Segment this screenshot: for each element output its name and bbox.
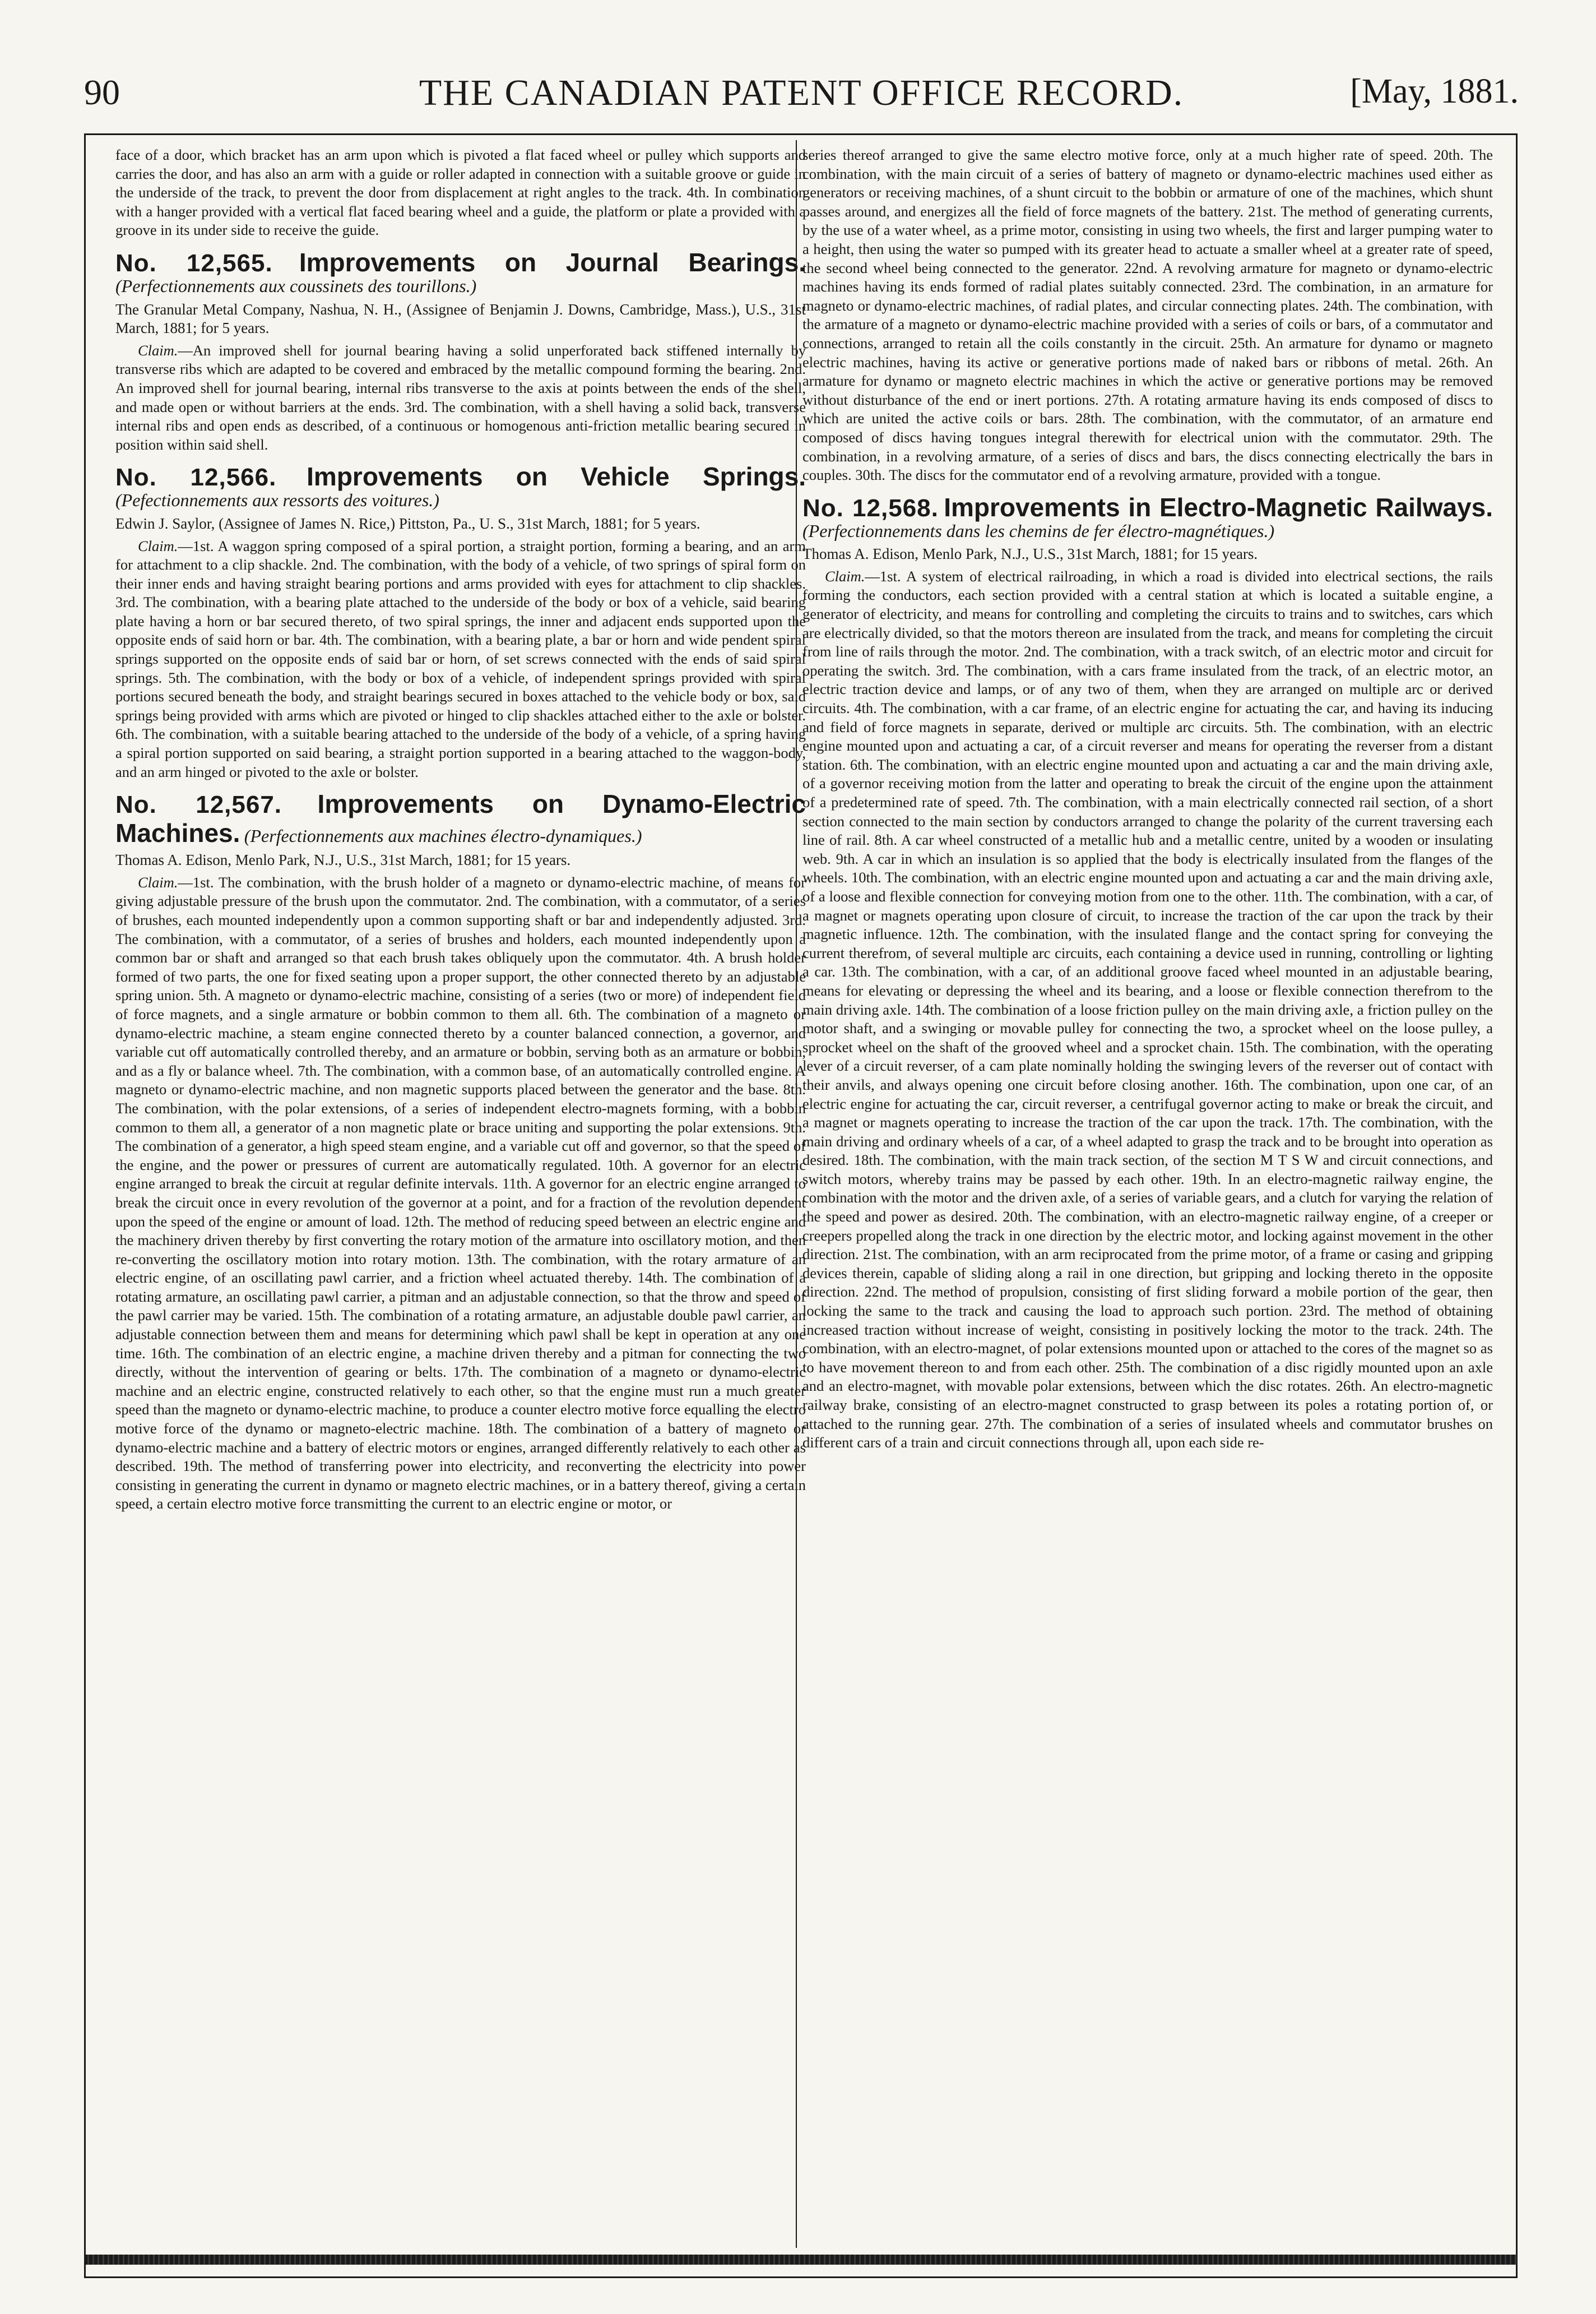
patent-assignee: Edwin J. Saylor, (Assignee of James N. Rice,) Pittston, Pa., U. S., 31st March, 1881; for 5 years. — [115, 515, 700, 532]
left-column — [115, 146, 806, 2242]
continuation-text: face of a door, which bracket has an arm upon which is pivoted a flat faced wheel or pulley which supports and carries the door, and has also an arm with a guide or roller adapted in connection with a suitable groove or guide in the underside of the track, to prevent the door from displacement at right angles to the track. 4th. In combination with a hanger provided with a vertical flat faced bearing wheel and a guide, the platform or plate a provided with a groove in its under side to receive the guide. — [115, 146, 806, 239]
claim-text: —An improved shell for journal bearing having a solid unperforated back stiffened internally by transverse ribs which are adapted to be covered and embraced by the metallic compound forming the bearing. 2nd. An improved shell for journal bearing, internal ribs transverse to the axis at points between the ends of the shell, and made open or without barriers at the ends. 3rd. The combination, with a shell having a solid back, transverse internal ribs and open ends as described, of a continuous or homogenous anti-friction metallic bearing secured in position within said shell. — [115, 341, 806, 453]
patent-entry — [115, 462, 806, 781]
entry-heading — [802, 493, 1493, 542]
patent-claim — [115, 873, 806, 1514]
patent-french-title: (Perfectionnements dans les chemins de fer électro-magnétiques.) — [802, 520, 1275, 541]
patent-number: No. 12,568. — [802, 494, 939, 522]
patent-french-title: (Pefectionnements aux ressorts des voitures.) — [115, 490, 439, 511]
patent-entry — [115, 789, 806, 1514]
patent-number: No. 12,566. — [115, 464, 277, 492]
page-header — [84, 66, 1519, 128]
patent-title: Improvements on Dynamo-Electric Machines. — [115, 789, 806, 848]
patent-title: Improvements on Journal Bearings. — [299, 247, 806, 277]
patent-claim — [115, 537, 806, 782]
claim-text: —1st. The combination, with the brush holder of a magneto or dynamo-electric machine, of means for giving adjustable pressure of the brush upon the commutator. 2nd. The combination, with a commutator, of a series of brushes, each mounted independently upon a common supporting shaft or bar and independently adjusted. 3rd. The combination, with a commutator, of a series of brushes and holders, each mounted independently upon a common bar or shaft and arranged so that each brush takes obliquely upon the commutator. 4th. A brush holder formed of two parts, the one for fixed seating upon a proper support, the other connected thereto by an adjustable spring union. 5th. A magneto or dynamo-electric machine, consisting of a series (two or more) of independent field of force magnets, and a single armature or bobbin common to them all. 6th. The combination of a magneto or dynamo-electric machine, a steam engine connected thereto by a counter balanced connection, a governor, and variable cut off automatically controlled thereby, and an armature or bobbin, serving both as an armature or bobbin, and as a fly or balance wheel. 7th. The combination, with a common base, of an automatically controlled engine. A magneto or dynamo-electric machine, and non magnetic supports placed between the generator and the base. 8th. The combination, with the polar extensions, of a series of independent electro-magnets forming, with a bobbin common to them all, a generator of a non magnetic plate or brace uniting and supporting the polar extensions. 9th. The combination of a generator, a high speed steam engine, and a variable cut off and governor, so that the speed of the engine, and the power or pressures of current are automatically regulated. 10th. A governor for an electric engine arranged to break the circuit at regular definite intervals. 11th. A governor for an electric engine arranged to break the circuit once in every revolution of the governor at a point, and for a fraction of the revolution dependent upon the speed of the engine or amount of load. 12th. The method of reducing speed between an electric engine and the machinery driven thereby by first converting the rotary motion of the armature into oscillatory motion, and then re-converting the oscillatory motion into rotary motion. 13th. The combination, with the rotary armature of an electric engine, of an oscillating pawl carrier, and a friction wheel actuated thereby. 14th. The combination of a rotating armature, an oscillating pawl carrier, a pitman and an adjustable connection, so that the throw and speed of the pawl carrier may be varied. 15th. The combination of a rotating armature, an adjustable double pawl carrier, an adjustable connection between them and means for determining which pawl shall be kept in operation at any one time. 16th. The combination of an electric engine, a machine driven thereby and a pitman for connecting the two directly, without the intervention of gearing or belts. 17th. The combination of a magneto or dynamo-electric machine and an electric engine, constructed relatively to each other, so that the engine must run a much greater speed than the magneto or dynamo-electric machine, to produce a counter electro motive force equalling the electro motive force of the dynamo or magneto-electric machine. 18th. The combination of a battery of magneto or dynamo-electric machine and a battery of electric motors or engines, arranged differently relatively to each other as described. 19th. The method of transferring power into electricity, and reconverting the electricity into power consisting in generating the current in dynamo or magneto electric machines, or in a battery thereof, giving a certain speed, a certain electro motive force transmitting the current to an electric engine or motor, or — [115, 873, 806, 1512]
continuation-text: series thereof arranged to give the same electro motive force, only at a much higher rate of speed. 20th. The combination, with the main circuit of a series of battery of magneto or dynamo-electric machines used either as generators or receiving machines, of a shunt circuit to the bobbin or armature of one of the machines, which shunt passes around, and energizes all the field of force magnets of the battery. 21st. The method of generating currents, by the use of a water wheel, as a prime motor, consisting in using two wheels, the first and larger pumping water to a height, then using the water so pumped with its greater head to actuate a smaller wheel at a greater rate of speed, the second wheel being connected to the generator. 22nd. A revolving armature for magneto or dynamo-electric machines having its ends formed of radial plates suitably connected. 23rd. The combination, in an armature for magneto or dynamo-electric machines, of radial plates, and circular connecting plates. 24th. The combination, with the armature of a magneto or dynamo-electric machine provided with a series of coils or bars, of a commutator and connections, arranged to retain all the coils constantly in the circuit. 25th. An armature for dynamo or magneto electric machines, having its active or generative portions made of naked bars or ribbons of metal. 26th. An armature for dynamo or magneto electric machines in which the active or generative portions may be removed without disturbance of the end or inert portions. 27th. A rotating armature having its ends composed of discs to which are united the active coils or bars. 28th. The combination, with the commutator, of an armature end composed of discs having tongues integral therewith for electrical union with the commutator. 29th. The combination, in a revolving armature, of a series of discs and bars, the discs connecting electrically the bars in couples. 30th. The discs for the commutator end of a revolving armature, provided with a tongue. — [802, 146, 1493, 484]
claim-label: Claim. — [825, 567, 865, 585]
patent-number: No. 12,567. — [115, 791, 282, 819]
claim-label: Claim. — [138, 537, 178, 554]
patent-entry — [802, 493, 1493, 1452]
patent-french-title: (Perfectionnements aux machines électro-dynamiques.) — [244, 826, 642, 846]
entry-heading — [115, 789, 806, 848]
patent-claim — [802, 567, 1493, 1452]
claim-label: Claim. — [138, 873, 178, 891]
patent-title: Improvements on Vehicle Springs. — [307, 462, 806, 492]
claim-label: Claim. — [138, 341, 178, 359]
claim-text: —1st. A system of electrical railroading, in which a road is divided into electrical sections, the rails forming the conductors, each section provided with a central station at which is located a suitable engine, a generator of electricity, and means for controlling and completing the circuits to trains and to switches, cars which are electrically divided, so that the motors thereon are insulated from the track, and means for completing the circuit from line of rails through the motor. 2nd. The combination, with a track switch, of an electric motor and circuit for operating the switch. 3rd. The combination, with a cars frame insulated from the track, of an electric motor, an electric traction device and lamps, or of any two of them, when they are arranged on multiple arc or derived circuits. 4th. The combination, with a car frame, of an electric engine for actuating the car, and having its inducing and field of force magnets in separate, derived or multiple arc circuits. 5th. The combination, with an electric engine mounted upon and actuating a car, of a circuit reverser and means for operating the reverser from a distant station. 6th. The combination, with an electric engine mounted upon and actuating a car and the main driving axle, of a governor receiving motion from the latter and operating to break the circuit of the engine upon the attainment of a predetermined rate of speed. 7th. The combination, with a main electrically connected rail section, of a short section connected to the main section by conductors arranged to change the polarity of the current traversing each line of rail. 8th. A car wheel constructed of a metallic hub and a metallic centre, united by a wooden or insulating web. 9th. A car in which an insulation is so applied that the body is electrically insulated from the flanges of the wheels. 10th. The combination, with an electric engine mounted upon and actuating a car and the main driving axle, of a loose and flexible connection for conveying motion from one to the other. 11th. The combination, with a car, of a magnet or magnets operating upon closure of circuit, to increase the traction of the car upon the track by their magnetic influence. 12th. The combination, with the insulated flange and the contact spring for conveying the current therefrom, of several multiple arc circuits, each containing a device used in running, controlling or lighting a car. 13th. The combination, with a car, of an additional groove faced wheel mounted in an adjustable bearing, means for elevating or depressing the wheel and its bearing, and a loose or flexible connection therefrom to the main driving axle. 14th. The combination of a loose friction pulley on the main driving axle, a friction pulley on the motor shaft, and a swinging or movable pulley for connecting the two, a sprocket wheel on the loose pulley, a sprocket wheel on the shaft of the grooved wheel and a sprocket chain. 15th. The combination, with the operating lever of a circuit reverser, of a cam plate nominally holding the swinging levers of the reverser out of contact with their anvils, and always opening one circuit before closing another. 16th. The combination, upon one car, of an electric engine for actuating the car, circuit reverser, a centrifugal governor acting to make or break the circuit, and a magnet or magnets operating to increase the traction of the car upon the track. 17th. The combination, with the main driving and ordinary wheels of a car, of a wheel adapted to grasp the track and to be brought into operation as desired. 18th. The combination, with the main track section, of the section M T S W and circuit connections, and switch motors, whereby trains may be passed by each other. 19th. In an electro-magnetic railway engine, the combination with the motor and the driven axle, of a series of variable gears, and a clutch for varying the relation of the speed and power as desired. 20th. The combination, with an electro-magnetic railway engine, of a creeper or creepers propelled along the track in one direction by the electric motor, and locking against movement in the other direction. 21st. The combination, with an arm reciprocated from the prime motor, of a frame or casing and gripping devices therein, capable of sliding along a rail in one direction, but gripping and locking thereto in the opposite direction. 22nd. The method of propulsion, consisting of first sliding forward a mobile portion of the gear, then locking the same to the track and causing the load to approach such portion. 23rd. The method of obtaining increased traction without increase of weight, consisting in positively locking the motor to the track. 24th. The combination, with an electro-magnet, of polar extensions mounted upon or attached to the cores of the magnet so as to have movement thereon to and from each other. 25th. The combination of a disc rigidly mounted upon an axle and an electro-magnet, with movable polar extensions, between which the disc rotates. 26th. An electro-magnetic railway brake, consisting of an electro-magnet constructed to grasp between its poles a rotating portion of, or attached to the running gear. 27th. The combination of a series of insulated wheels and commutator brushes on different cars of a train and circuit connections through all, upon each side re- — [802, 567, 1493, 1451]
patent-entry — [115, 248, 806, 454]
right-column — [802, 146, 1493, 2242]
patent-french-title: (Perfectionnements aux coussinets des tourillons.) — [115, 275, 477, 296]
patent-title: Improvements in Electro-Magnetic Railways. — [944, 492, 1493, 522]
entry-heading — [115, 462, 806, 511]
patent-claim — [115, 341, 806, 455]
journal-title: THE CANADIAN PATENT OFFICE RECORD. — [419, 72, 1184, 113]
bottom-rule — [84, 2255, 1518, 2265]
claim-text: —1st. A waggon spring composed of a spiral portion, a straight portion, forming a bearing, and an arm for attachment to a clip shackle. 2nd. The combination, with the body of a vehicle, of two springs of spiral form on their inner ends and having straight bearing portions and arms provided with eyes for attachment to clip shackles. 3rd. The combination, with a bearing plate attached to the underside of the body or box of a vehicle, said bearing plate having a horn or bar secured thereto, of two spiral springs, the inner and adjacent ends supported upon the opposite ends of said horn or bar. 4th. The combination, with a bearing plate, a bar or horn and wide pendent spiral springs supported on the opposite ends of said bar or horn, of set screws connected with the ends of said spiral springs. 5th. The combination, with the body or box of a vehicle, of independent springs provided with spiral portions secured beneath the body, and straight bearings secured in boxes attached to the vehicle body or box, said springs being provided with arms which are pivoted or hinged to clip shackles attached either to the axle or bolster. 6th. The combination, with a suitable bearing attached to the underside of the body of a vehicle, of a spring having a spiral portion supported on said bearing, a straight portion supported in a bearing attached to the waggon-body, and an arm hinged or pivoted to the axle or bolster. — [115, 537, 806, 780]
page-number: 90 — [84, 72, 120, 112]
patent-assignee: The Granular Metal Company, Nashua, N. H., (Assignee of Benjamin J. Downs, Cambridge, Mass.), U.S., 31st March, 1881; for 5 years. — [115, 300, 806, 337]
issue-date: [May, 1881. — [1350, 72, 1519, 110]
patent-assignee: Thomas A. Edison, Menlo Park, N.J., U.S., 31st March, 1881; for 15 years. — [802, 545, 1258, 563]
patent-assignee: Thomas A. Edison, Menlo Park, N.J., U.S., 31st March, 1881; for 15 years. — [115, 851, 571, 869]
patent-number: No. 12,565. — [115, 249, 273, 277]
entry-heading — [115, 248, 806, 297]
